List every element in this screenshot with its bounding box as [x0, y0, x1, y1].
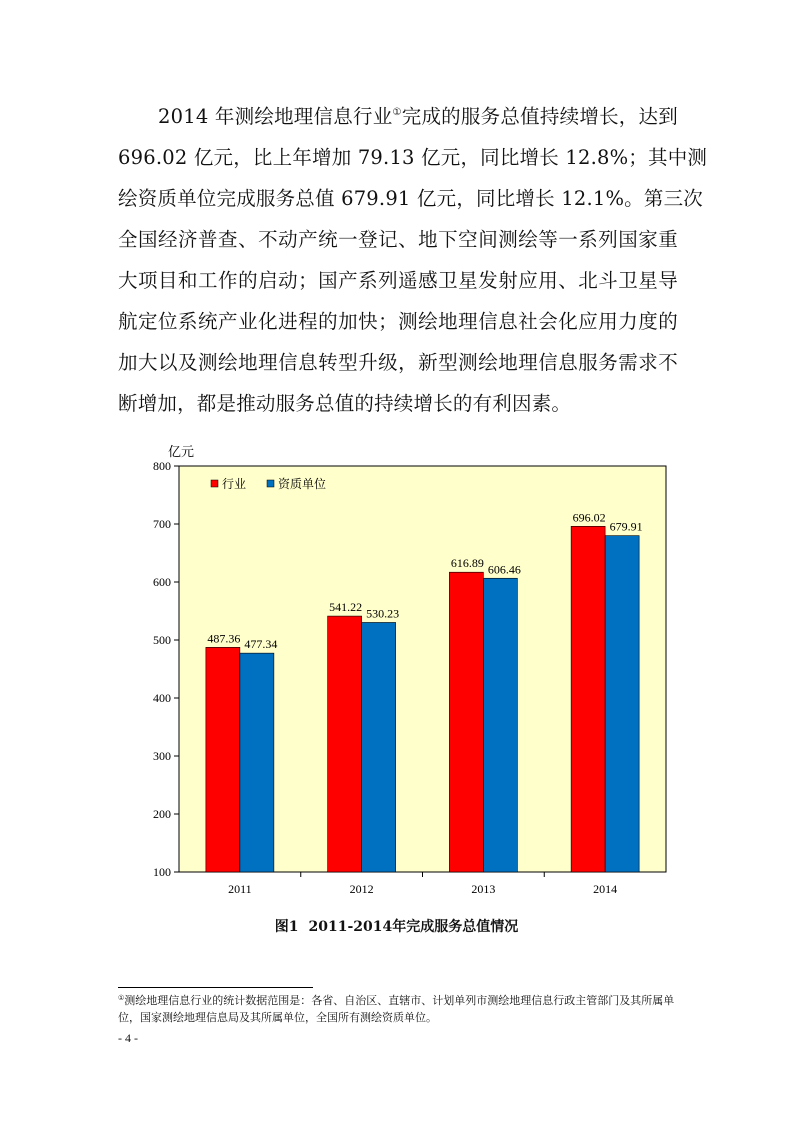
- figure-caption: [0, 916, 793, 936]
- paragraph-line: [118, 96, 678, 137]
- data-label: 477.34: [244, 637, 278, 652]
- y-tick-label: 700: [153, 517, 171, 531]
- data-label: 679.91: [609, 519, 643, 534]
- data-label: 696.02: [572, 510, 606, 525]
- bar: [206, 647, 240, 872]
- y-tick-label: 500: [153, 633, 171, 647]
- y-tick-label: 200: [153, 807, 171, 821]
- bar-chart: [128, 444, 688, 904]
- y-tick-label: 400: [153, 691, 171, 705]
- footnote-rule: [118, 987, 313, 988]
- data-label: 487.36: [207, 631, 241, 646]
- y-tick-label: 100: [153, 865, 171, 879]
- figure-title: 2011-2014年完成服务总值情况: [308, 919, 519, 935]
- bar: [240, 653, 274, 872]
- paragraph-line: 大项目和工作的启动；国产系列遥感卫星发射应用、北斗卫星导: [118, 269, 678, 292]
- data-label: 616.89: [450, 556, 484, 571]
- bar: [571, 526, 605, 872]
- figure-number: 图1: [274, 919, 299, 935]
- paragraph-text: 2014 年测绘地理信息行业: [158, 105, 393, 128]
- footnote: [118, 992, 678, 1026]
- y-axis-label: 亿元: [168, 444, 195, 459]
- paragraph-line: 航定位系统产业化进程的加快；测绘地理信息社会化应用力度的: [118, 310, 678, 333]
- footnote-marker: ①: [392, 107, 402, 118]
- paragraph-line: 断增加，都是推动服务总值的持续增长的有利因素。: [118, 392, 572, 415]
- legend-swatch: [211, 480, 218, 487]
- y-tick-label: 300: [153, 749, 171, 763]
- data-label: 541.22: [329, 600, 363, 615]
- x-tick-label: 2011: [228, 882, 252, 896]
- y-tick-label: 600: [153, 575, 171, 589]
- legend-swatch: [267, 480, 274, 487]
- footnote-mark: ①: [118, 994, 125, 1002]
- page-number: - 4 -: [118, 1031, 138, 1045]
- legend-label: 资质单位: [278, 477, 327, 491]
- data-label: 530.23: [366, 606, 400, 621]
- bar: [328, 616, 362, 872]
- chart-svg: [128, 444, 688, 904]
- paragraph-text: 完成的服务总值持续增长，达到: [401, 105, 678, 128]
- bar: [362, 622, 396, 872]
- body-paragraph: [118, 96, 708, 424]
- data-label: 606.46: [487, 562, 521, 577]
- paragraph-line: 全国经济普查、不动产统一登记、地下空间测绘等一系列国家重: [118, 228, 678, 251]
- paragraph-line: 加大以及测绘地理信息转型升级，新型测绘地理信息服务需求不: [118, 351, 678, 374]
- paragraph-line: 绘资质单位完成服务总值 679.91 亿元，同比增长 12.1%。第三次: [118, 187, 703, 210]
- x-tick-label: 2014: [593, 882, 618, 896]
- bar: [483, 578, 517, 872]
- bar: [605, 536, 639, 872]
- x-tick-label: 2012: [349, 882, 374, 896]
- paragraph-line: 696.02 亿元，比上年增加 79.13 亿元，同比增长 12.8%；其中测: [118, 146, 708, 169]
- bar: [449, 572, 483, 872]
- y-tick-label: 800: [153, 459, 171, 473]
- x-tick-label: 2013: [471, 882, 496, 896]
- footnote-text: 测绘地理信息行业的统计数据范围是：各省、自治区、直辖市、计划单列市测绘地理信息行政主管部门及其所属单位，国家测绘地理信息局及其所属单位，全国所有测绘资质单位。: [118, 994, 675, 1024]
- legend-label: 行业: [222, 477, 247, 491]
